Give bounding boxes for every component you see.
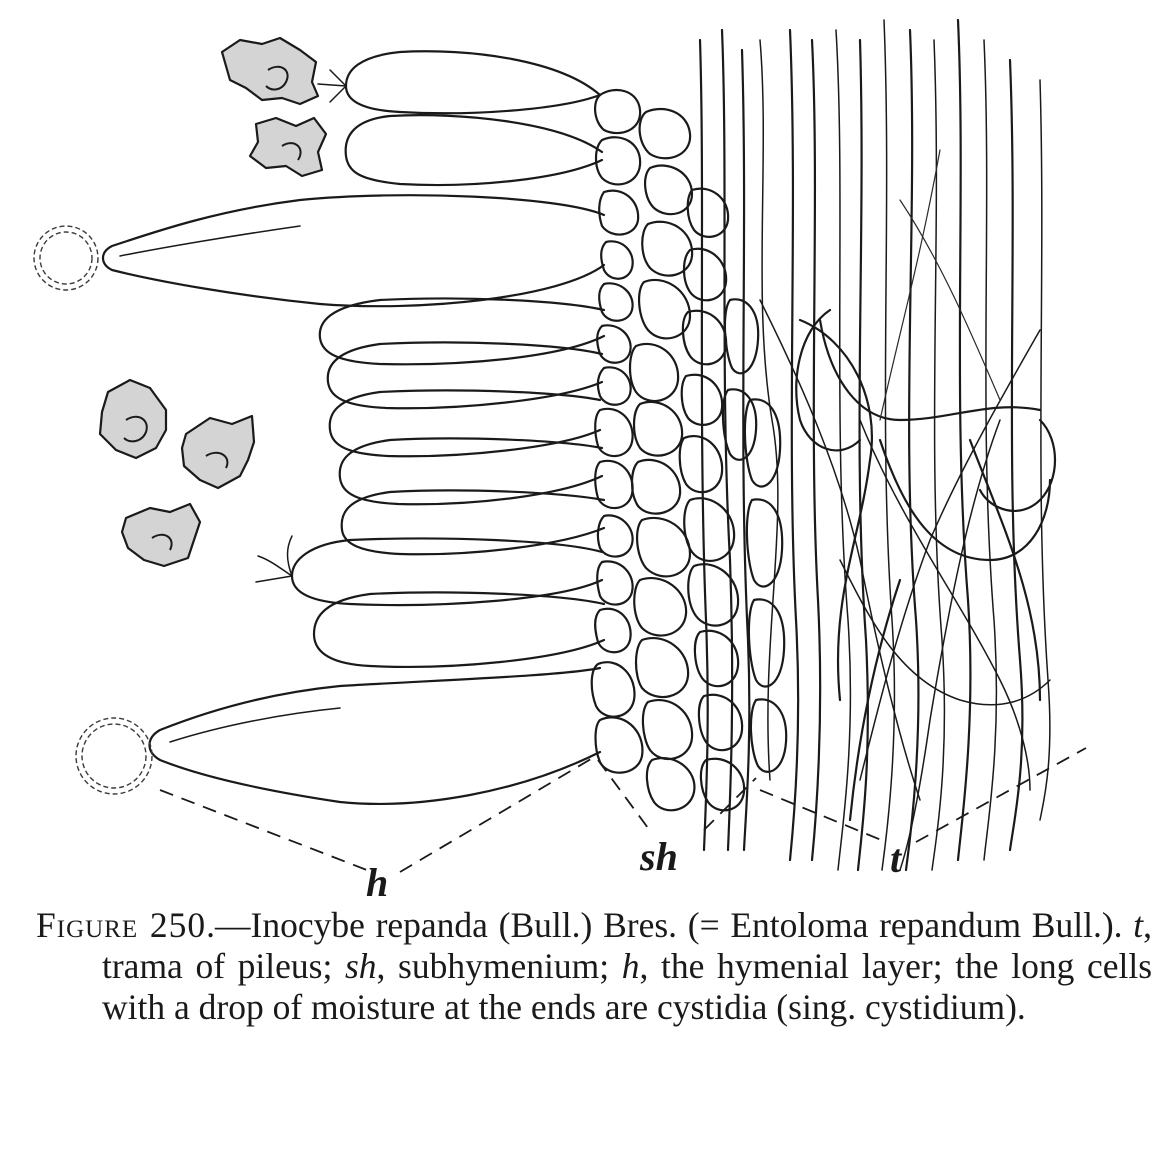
figure-caption bbox=[36, 905, 1152, 1028]
label-t: t bbox=[890, 836, 902, 881]
leader-line-h-right bbox=[400, 756, 596, 872]
caption-key-t: t bbox=[1133, 905, 1144, 945]
spore bbox=[222, 38, 318, 104]
caption-key-h: h bbox=[621, 946, 640, 986]
label-h: h bbox=[366, 860, 389, 905]
leader-line-t-left bbox=[760, 790, 886, 842]
subhymenium-cells bbox=[592, 90, 786, 810]
leader-line-sh-left bbox=[598, 760, 648, 828]
label-sh: sh bbox=[640, 834, 678, 879]
caption-desc-t: , trama of pileus; bbox=[102, 905, 1152, 986]
figure-number: Figure 250 bbox=[36, 905, 207, 945]
caption-desc-h: , the hymenial layer; the long cells with a drop of moisture at the ends are cystidia (sing. cystidium). bbox=[102, 946, 1152, 1027]
caption-desc-sh: , subhymenium; bbox=[376, 946, 622, 986]
caption-key-sh: sh bbox=[344, 946, 377, 986]
spore bbox=[250, 118, 326, 176]
label-leader-lines bbox=[160, 748, 1086, 872]
figure-title: .—Inocybe repanda (Bull.) Bres. (= Entoloma repandum Bull.). bbox=[206, 905, 1134, 945]
spore bbox=[100, 380, 166, 458]
